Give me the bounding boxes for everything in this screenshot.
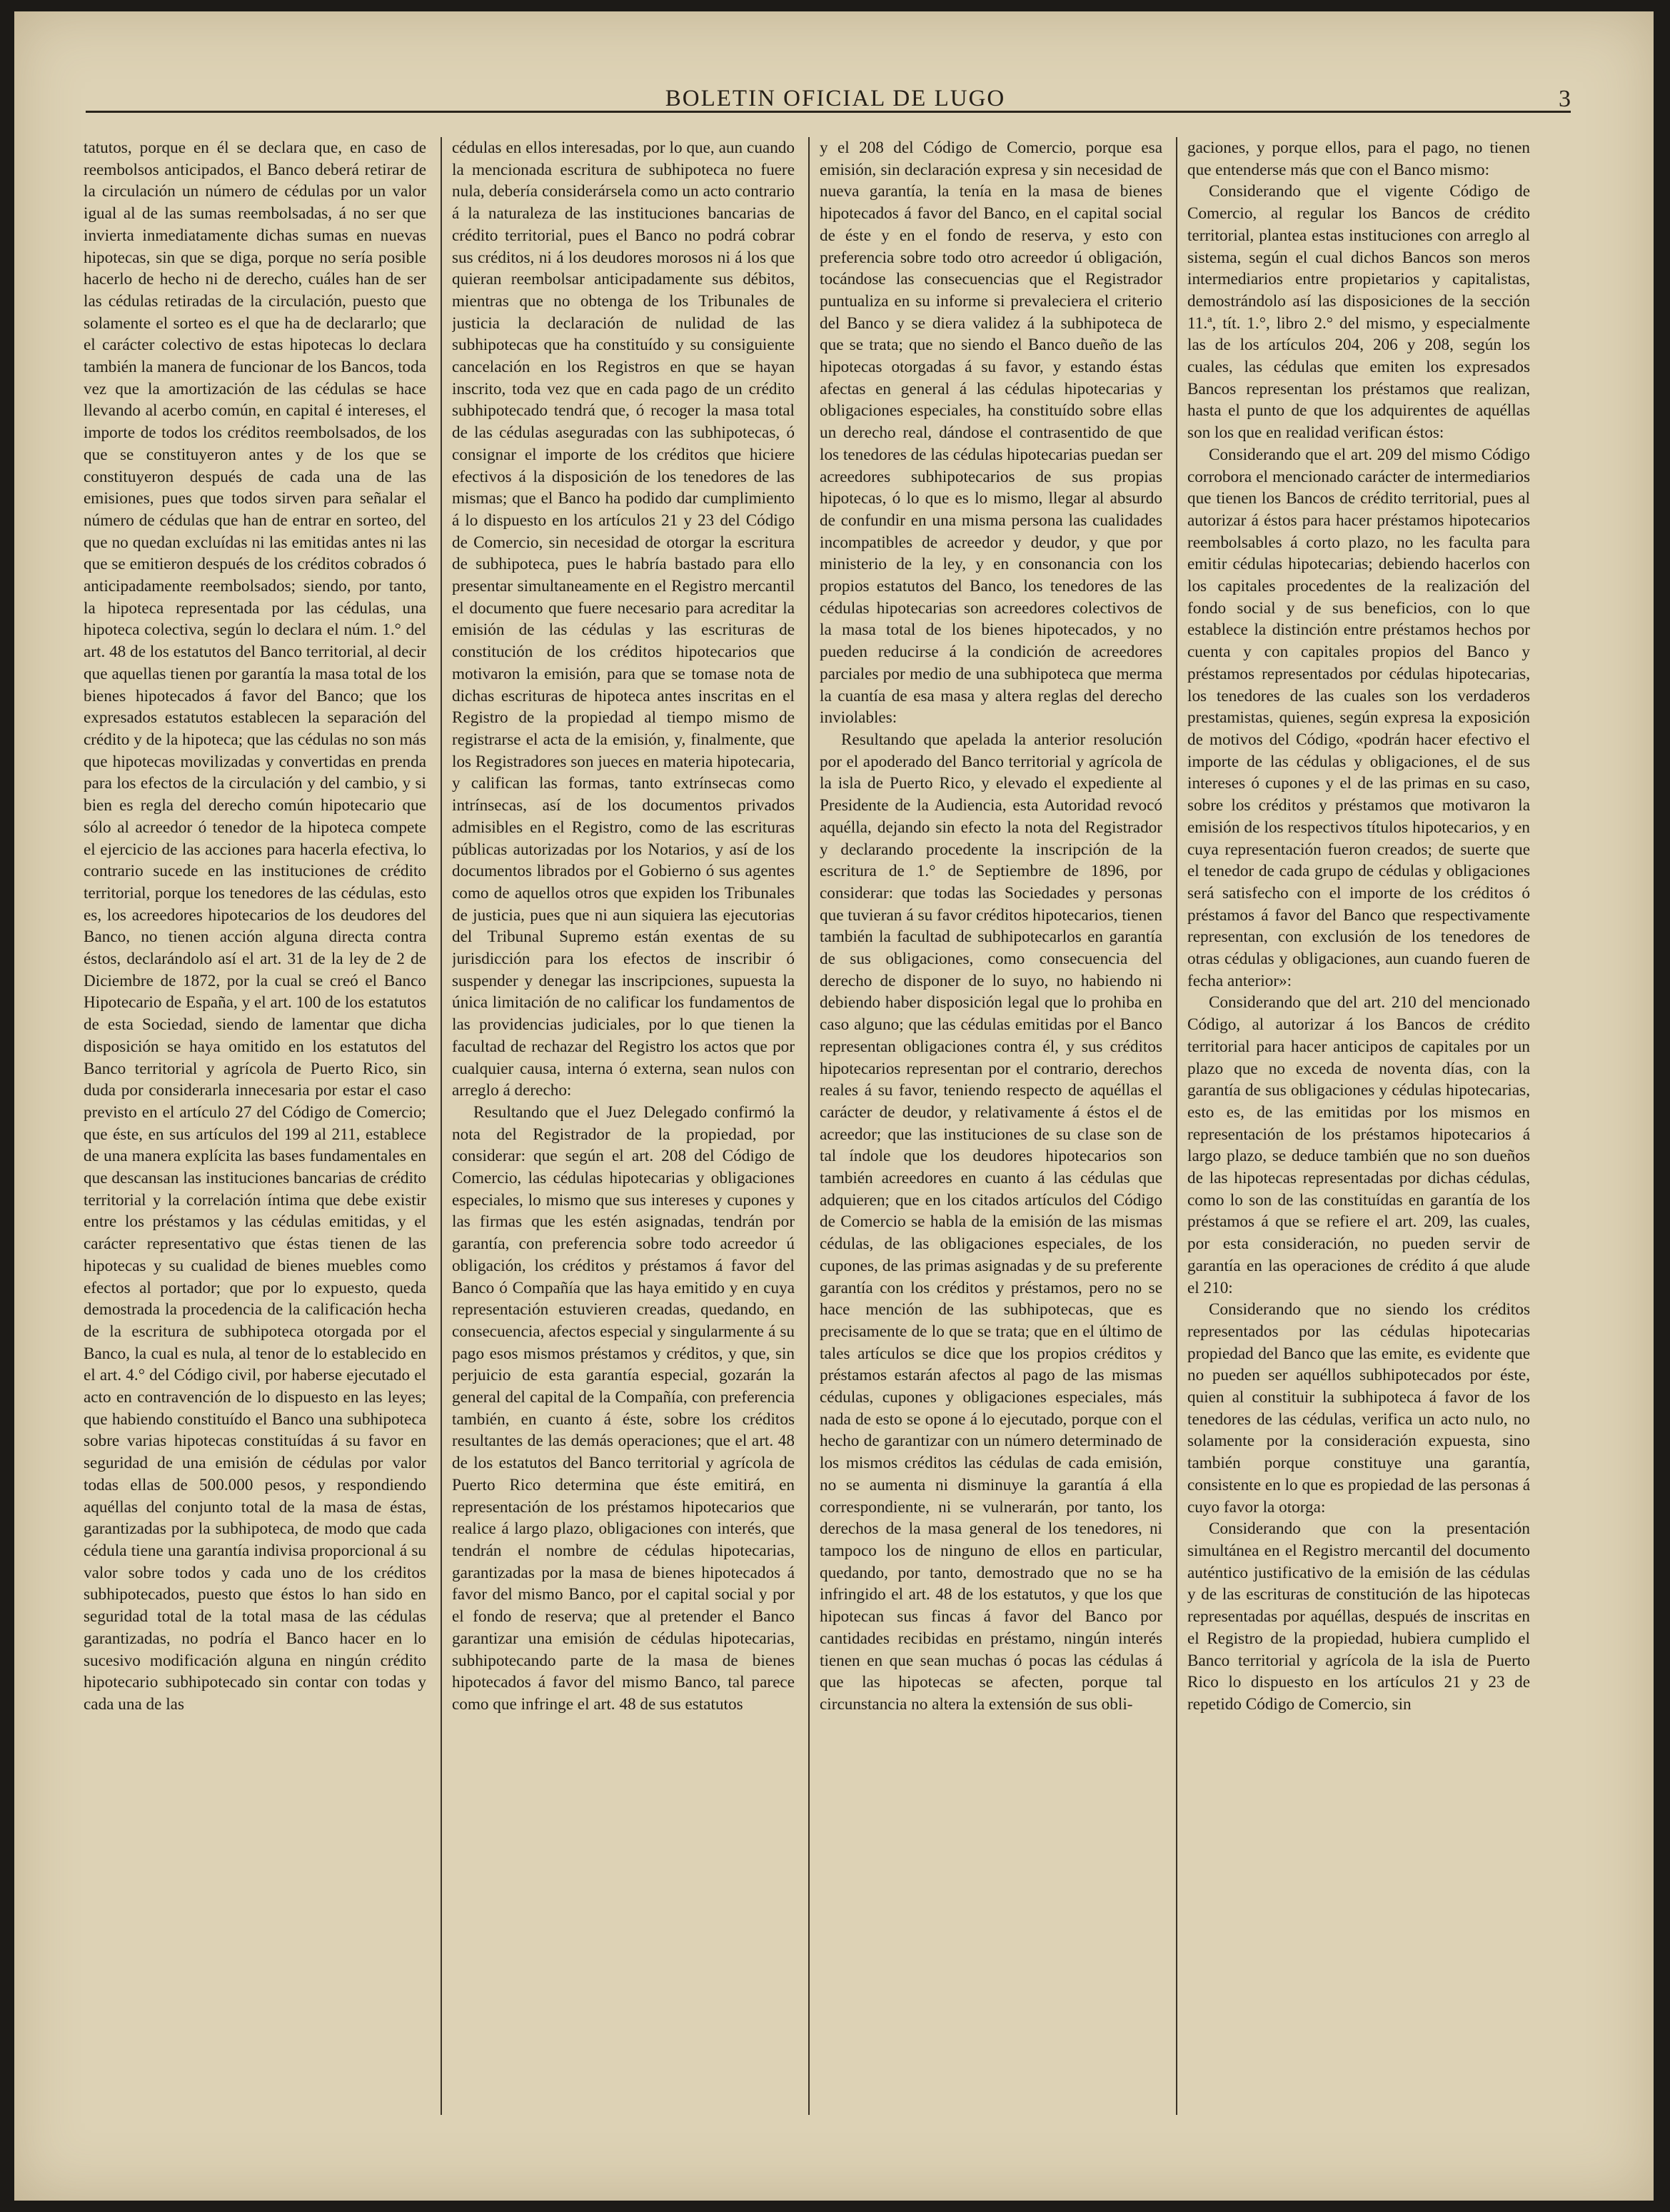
text-column-3 (820, 137, 1162, 2122)
column-4-paragraph-5: Considerando que no siendo los créditos representados por las cédulas hipotecarias propiedad del Banco que las emite, es evidente que no pueden ser aquéllos subhipotecados por éste, quien al constituir la subhipoteca á favor de los tenedores de las cédulas, verifica un acto nulo, no solamente por la consideración expuesta, sino también porque constituye una garantía, consistente en lo que es propiedad de las personas á cuyo favor la otorga: (1187, 1300, 1530, 1517)
text-column-1 (84, 137, 426, 2122)
column-2-paragraph-2: Resultando que el Juez Delegado confirmó la nota del Registrador de la propiedad, por considerar: que según el art. 208 del Código de Comercio, las cédulas hipotecarias y obligaciones especiales, lo mismo que sus intereses y cupones y las firmas que les estén asignadas, tendrán por garantía, con preferencia sobre todo acreedor ú obligación, los créditos y préstamos á favor del Banco ó Compañía que las haya emitido y en cuya representación estuvieren creadas, quedando, en consecuencia, afectos especial y singularmente á su pago esos mismos préstamos y créditos, y que, sin perjuicio de esta garantía especial, gozarán la general del capital de la Compañía, con preferencia también, en cuanto á éste, sobre los créditos resultantes de las demás operaciones; que el art. 48 de los estatutos del Banco territorial y agrícola de Puerto Rico determina que éste emitirá, en representación de los préstamos hipotecarios que realice á largo plazo, obligaciones con interés, que tendrán el nombre de cédulas hipotecarias, garantizadas por la masa de bienes hipotecados á favor del mismo Banco, por el capital social y por el fondo de reserva; que al pretender el Banco garantizar una emisión de cédulas hipotecarias, subhipotecando parte de la masa de bienes hipotecados á favor del mismo Banco, tal parece como que infringe el art. 48 de sus estatutos (452, 1102, 795, 1714)
header-rule (86, 111, 1571, 113)
column-2-paragraph-1: cédulas en ellos interesadas, por lo que, aun cuando la mencionada escritura de subhipoteca no fuere nula, debería considerársela como un acto contrario á la naturaleza de las instituciones bancarias de crédito territorial, pues el Banco no podrá cobrar sus créditos, ni á los deudores morosos ni á los que quieran reembolsar anticipadamente sus débitos, mientras que no obtenga de los Tribunales de justicia la declaración de nulidad de las subhipotecas que ha constituído y su consiguiente cancelación en los Registros en que se hayan inscrito, toda vez que en cada pago de un crédito subhipotecado tendrá que, ó recoger la masa total de las cédulas aseguradas con las subhipotecas, ó consignar el importe de los créditos que hiciere efectivos á la disposición de los tenedores de las mismas; que el Banco ha podido dar cumplimiento á lo dispuesto en los artículos 21 y 23 del Código de Comercio, sin necesidad de otorgar la escritura de subhipoteca, pues le habría bastado para ello presentar simultaneamente en el Registro mercantil el documento que fuere necesario para acreditar la emisión de las cédulas y las escrituras de constitución de los créditos hipotecarios que motivaron la emisión, para que se tomase nota de dichas escrituras de hipoteca antes inscritas en el Registro de la propiedad al tiempo mismo de registrarse el acta de la emisión, y, finalmente, que los Registradores son jueces en materia hipotecaria, y califican las formas, tanto extrínsecas como intrínsecas, así de los documentos privados admisibles en el Registro, como de las escrituras públicas autorizadas por los Notarios, y así de los documentos librados por el Gobierno ó sus agentes como de aquellos otros que expiden los Tribunales de justicia, pues que ni aun siquiera las ejecutorias del Tribunal Supremo están exentas de su jurisdicción para los efectos de inscribir ó suspender y denegar las inscripciones, supuesta la única limitación de no calificar los fundamentos de las providencias judiciales, por lo que tienen la facultad de rechazar del Registro los actos que por cualquier causa, interna ó externa, sean nulos con arreglo á derecho: (452, 139, 795, 1100)
column-3-paragraph-2: Resultando que apelada la anterior resolución por el apoderado del Banco territorial y agrícola de la isla de Puerto Rico, y elevado el expediente al Presidente de la Audiencia, esta Autoridad revocó aquélla, dejando sin efecto la nota del Registrador y declarando procedente la inscripción de la escritura de 1.° de Septiembre de 1896, por considerar: que todas las Sociedades y personas que tuvieran á su favor créditos hipotecarios, tienen también la facultad de subhipotecarlos en garantía de sus obligaciones, como consecuencia del derecho de disponer de lo suyo, no habiendo ni debiendo haber disposición legal que lo prohiba en caso alguno; que las cédulas emitidas por el Banco representan obligaciones contra él, y sus créditos hipotecarios representan por el contrario, derechos reales á su favor, teniendo respecto de aquéllas el carácter de deudor, y relativamente á éstos el de acreedor; que las instituciones de su clase son de tal índole que los deudores hipotecarios son también acreedores en cuanto á las cédulas que adquieren; que en los citados artículos del Código de Comercio se habla de la emisión de las mismas cédulas, de las obligaciones especiales, de los cupones, de las primas asignadas y de su preferente garantía con los créditos y préstamos, pero no se hace mención de las subhipotecas, que es precisamente de lo que se trata; que en el último de tales artículos se dice que los propios créditos y préstamos estarán afectos al pago de las mismas cédulas, cupones y obligaciones especiales, más nada de esto se opone á lo ejecutado, porque con el hecho de garantizar con un número determinado de los mismos créditos las cédulas de cada emisión, no se aumenta ni disminuye la garantía á ella correspondiente, ni se vulnerarán, por tanto, los derechos de la masa general de los tenedores, ni tampoco los de ninguno de ellos en particular, quedando, por tanto, demostrado que no se ha infringido el art. 48 de los estatutos, y que los que hipotecan sus fincas á favor del Banco por cantidades recibidas en préstamo, ningún interés tienen en que sean muchas ó pocas las cédulas á que las hipotecas se afecten, porque tal circunstancia no altera la extensión de sus obli- (820, 730, 1162, 1714)
page-number: 3 (1559, 86, 1571, 112)
text-column-4 (1187, 137, 1530, 2122)
column-divider-1 (441, 137, 442, 2115)
column-4-paragraph-4: Considerando que del art. 210 del mencionado Código, al autorizar á los Bancos de crédito territorial para hacer anticipos de capitales por un plazo que no exceda de noventa días, con la garantía de sus obligaciones y cédulas hipotecarias, esto es, de las emitidas por los mismos en representación de los préstamos hipotecarios á largo plazo, se deduce también que no son dueños de las hipotecas representadas por dichas cédulas, como lo son de las constituídas en garantía de los préstamos á que se refiere el art. 209, las cuales, por esta consideración, no pueden servir de garantía en las operaciones de crédito á que alude el 210: (1187, 993, 1530, 1297)
column-4-paragraph-1: gaciones, y porque ellos, para el pago, no tienen que entenderse más que con el Banco mismo: (1187, 139, 1530, 179)
text-column-2 (452, 137, 795, 2122)
column-1-paragraph-1: tatutos, porque en él se declara que, en caso de reembolsos anticipados, el Banco deberá retirar de la circulación un número de cédulas por un valor igual al de las sumas reembolsadas, á no ser que invierta inmediatamente dichas sumas en nuevas hipotecas, sin que se diga, porque no sería posible hacerlo de hecho ni de derecho, cuáles han de ser las cédulas retiradas de la circulación, puesto que solamente el sorteo es el que ha de declararlo; que el carácter colectivo de estas hipotecas lo declara también la manera de funcionar de los Bancos, toda vez que la amortización de las cédulas se hace llevando al acerbo común, en capital é intereses, el importe de todos los créditos reembolsados, de los que se constituyeron antes y de los que se constituyeron después de cada una de las emisiones, pues que todos sirven para señalar el número de cédulas que han de entrar en sorteo, del que no quedan excluídas ni las emitidas antes ni las que se emitieron después de los créditos cobrados ó anticipadamente reembolsados; siendo, por tanto, la hipoteca representada por las cédulas, una hipoteca colectiva, según lo declara el núm. 1.° del art. 48 de los estatutos del Banco territorial, al decir que aquellas tienen por garantía la masa total de los bienes hipotecados á favor del Banco; que los expresados estatutos establecen la separación del crédito y de la hipoteca; que las cédulas no son más que hipotecas movilizadas y convertidas en prenda para los efectos de la circulación y del cambio, y si bien es regla del derecho común hipotecario que sólo al acreedor ó tenedor de la hipoteca compete el ejercicio de las acciones para hacerla efectiva, lo contrario sucede en las instituciones de crédito territorial, porque los tenedores de las cédulas, esto es, los acreedores hipotecarios de los deudores del Banco, no tienen acción alguna directa contra éstos, declarándolo así el art. 31 de la ley de 2 de Diciembre de 1872, por la cual se creó el Banco Hipotecario de España, y el art. 100 de los estatutos de esta Sociedad, siendo de lamentar que dicha disposición se haya omitido en los estatutos del Banco territorial y agrícola de Puerto Rico, sin duda por considerarla innecesaria por estar el caso previsto en el artículo 27 del Código de Comercio; que éste, en sus artículos del 199 al 211, establece de una manera explícita las bases fundamentales en que descansan las instituciones bancarias de crédito territorial y la correlación íntima que debe existir entre los préstamos y las cédulas emitidas, y el carácter representativo que éstas tienen de las hipotecas y su cualidad de bienes muebles como efectos al portador; que por lo expuesto, queda demostrada la procedencia de la calificación hecha de la escritura de subhipoteca otorgada por el Banco, la cual es nula, al tenor de lo establecido en el art. 4.° del Código civil, por haberse ejecutado el acto en contravención de lo dispuesto en las leyes; que habiendo constituído el Banco una subhipoteca sobre varias hipotecas constituídas á su favor en seguridad de una emisión de cédulas por valor todas ellas de 500.000 pesos, y respondiendo aquéllas del conjunto total de la masa de éstas, garantizadas por la subhipoteca, de modo que cada cédula tiene una garantía indivisa proporcional á su valor sobre todos y cada uno de los créditos subhipotecados, puesto que éstos lo han sido en seguridad total de la total masa de las cédulas garantizadas, no podría el Banco hacer en lo sucesivo modificación alguna en ningún crédito hipotecario subhipotecado sin contar con todas y cada una de las (84, 139, 426, 1714)
column-3-paragraph-1: y el 208 del Código de Comercio, porque esa emisión, sin declaración expresa y sin necesidad de nueva garantía, la tenía en la masa de bienes hipotecados á favor del Banco, en el capital social de éste y en el fondo de reserva, y esto con preferencia sobre todo otro acreedor ú obligación, tocándose las consecuencias que el Registrador puntualiza en su informe si prevaleciera el criterio del Banco y se diera validez á la subhipoteca de que se trata; que no siendo el Banco dueño de las hipotecas otorgadas á su favor, y estando éstas afectas en general á las cédulas hipotecarias y obligaciones especiales, ha constituído sobre ellas un derecho real, dándose el contrasentido de que los tenedores de las cédulas hipotecarias puedan ser acreedores subhipotecarios de sus propias hipotecas, ó lo que es lo mismo, llegar al absurdo de confundir en una misma persona las cualidades incompatibles de acreedor y deudor, y que por ministerio de la ley, y en consonancia con los propios estatutos del Banco, los tenedores de las cédulas hipotecarias son acreedores colectivos de la masa total de los bienes hipotecados, y no pueden reducirse á la condición de acreedores parciales por medio de una subhipoteca que merma la cuantía de esa masa y altera reglas del derecho inviolables: (820, 139, 1162, 728)
column-divider-2 (808, 137, 810, 2115)
column-4-paragraph-2: Considerando que el vigente Código de Comercio, al regular los Bancos de crédito territorial, plantea estas instituciones con arreglo al sistema, según el cual dichos Bancos son meros intermediarios entre propietarios y capitalistas, demostrándolo así las disposiciones de la sección 11.ª, tít. 1.°, libro 2.° del mismo, y especialmente las de los artículos 204, 206 y 208, según los cuales, las cédulas que emiten los expresados Bancos representan los préstamos que realizan, hasta el punto de que los adquirentes de aquéllas son los que en realidad verifican éstos: (1187, 182, 1530, 443)
column-4-paragraph-3: Considerando que el art. 209 del mismo Código corrobora el mencionado carácter de intermediarios que tienen los Bancos de crédito territorial, pues al autorizar á éstos para hacer préstamos hipotecarios reembolsables á corto plazo, no les faculta para emitir cédulas hipotecarias; debiendo hacerlos con los capitales procedentes de la realización del fondo social y de sus beneficios, con lo que establece la distinción entre préstamos hechos por cuenta y con capitales propios del Banco y préstamos representados por cédulas hipotecarias, los tenedores de las cuales son los verdaderos prestamistas, quienes, según expresa la exposición de motivos del Código, «podrán hacer efectivo el importe de las cédulas y obligaciones, el de sus intereses ó cupones y el de las primas en su caso, sobre los créditos y préstamos que motivaron la emisión de los respectivos títulos hipotecarios, y en cuya representación fueron creados; de suerte que el tenedor de cada grupo de cédulas y obligaciones será satisfecho con el importe de los créditos ó préstamos á favor del Banco que respectivamente representan, con exclusión de los tenedores de otras cédulas y obligaciones, aun cuando fueren de fecha anterior»: (1187, 445, 1530, 990)
page-header (93, 79, 1578, 121)
publication-title: BOLETIN OFICIAL DE LUGO (665, 86, 1006, 111)
column-4-paragraph-6: Considerando que con la presentación simultánea en el Registro mercantil del documento auténtico justificativo de la emisión de las cédulas y de las escrituras de constitución de las hipotecas representadas por aquéllas, después de inscritas en el Registro de la propiedad, hubiera cumplido el Banco territorial y agrícola de la isla de Puerto Rico lo dispuesto en los artículos 21 y 23 de repetido Código de Comercio, sin (1187, 1519, 1530, 1714)
column-divider-3 (1176, 137, 1177, 2115)
